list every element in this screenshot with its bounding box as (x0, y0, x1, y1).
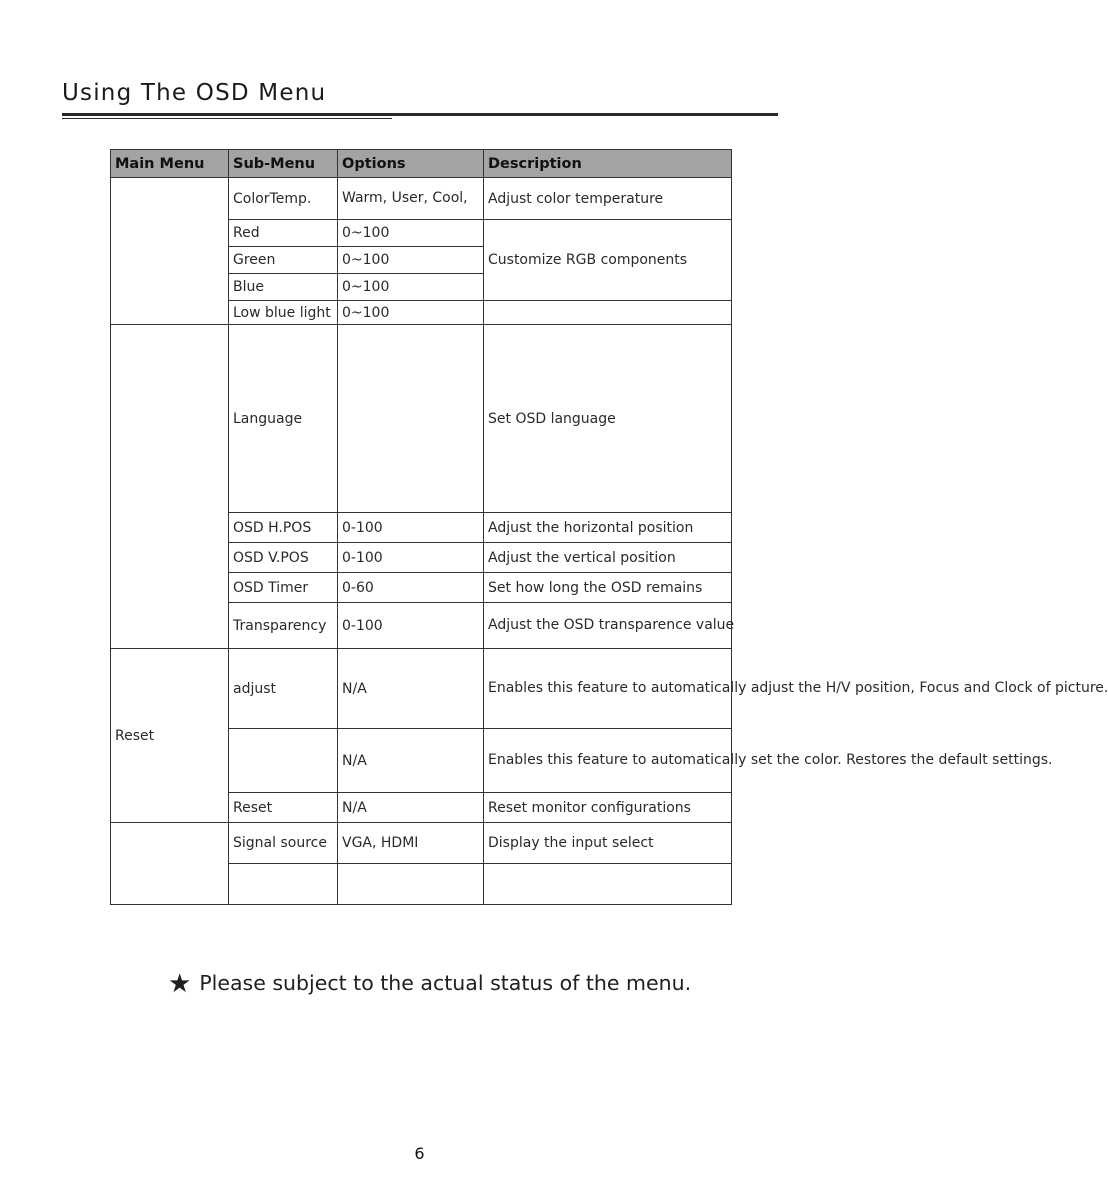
sub-menu-cell: Red (229, 220, 338, 247)
description-cell: Reset monitor configurations (484, 793, 732, 823)
note-text: Please subject to the actual status of the menu. (199, 971, 692, 995)
sub-menu-cell: Green (229, 247, 338, 274)
description-cell (484, 301, 732, 325)
options-cell: N/A (338, 649, 484, 729)
description-cell: Adjust the vertical position (484, 543, 732, 573)
sub-menu-cell: Language (229, 325, 338, 513)
header-description: Description (484, 150, 732, 178)
table-row (111, 325, 732, 513)
sub-menu-cell (229, 864, 338, 905)
description-cell: Enables this feature to automatically adjust the H/V position, Focus and Clock of picture. (484, 649, 732, 729)
sub-menu-cell: OSD H.POS (229, 513, 338, 543)
header-row (111, 150, 732, 178)
table-row (111, 823, 732, 864)
header-options: Options (338, 150, 484, 178)
sub-menu-cell (229, 729, 338, 793)
sub-menu-cell: Reset (229, 793, 338, 823)
options-cell: 0-100 (338, 513, 484, 543)
osd-menu-table (110, 149, 1108, 905)
title-rule (62, 113, 778, 116)
sub-menu-cell: Blue (229, 274, 338, 301)
options-cell: VGA, HDMI (338, 823, 484, 864)
sub-menu-cell: OSD Timer (229, 573, 338, 603)
options-cell: 0-100 (338, 543, 484, 573)
options-cell: N/A (338, 729, 484, 793)
sub-menu-cell: Signal source (229, 823, 338, 864)
sub-menu-cell: Transparency (229, 603, 338, 649)
description-cell: Display the input select (484, 823, 732, 864)
options-cell: N/A (338, 793, 484, 823)
star-icon: ★ (168, 969, 192, 999)
options-cell: 0~100 (338, 274, 484, 301)
sub-menu-cell: adjust (229, 649, 338, 729)
menu-note (168, 969, 691, 999)
description-cell: Adjust the horizontal position (484, 513, 732, 543)
description-cell: Set OSD language (484, 325, 732, 513)
table-row (111, 649, 732, 729)
header-main-menu: Main Menu (111, 150, 229, 178)
sub-menu-cell: ColorTemp. (229, 178, 338, 220)
main-menu-cell-reset: Reset (111, 649, 229, 823)
sub-menu-cell: OSD V.POS (229, 543, 338, 573)
main-menu-cell-input (111, 823, 229, 905)
options-cell: 0~100 (338, 220, 484, 247)
options-cell: Warm, User, Cool, (338, 178, 484, 220)
options-cell: 0-60 (338, 573, 484, 603)
sub-menu-cell: Low blue light (229, 301, 338, 325)
options-cell: 0~100 (338, 301, 484, 325)
main-menu-cell-osd (111, 325, 229, 649)
options-cell: 0-100 (338, 603, 484, 649)
header-sub-menu: Sub-Menu (229, 150, 338, 178)
description-cell: Enables this feature to automatically set the color. Restores the default settings. (484, 729, 732, 793)
options-cell (338, 864, 484, 905)
main-menu-cell-color (111, 178, 229, 325)
description-cell: Adjust the OSD transparence value (484, 603, 732, 649)
title-rule-thin (62, 118, 392, 119)
description-cell: Adjust color temperature (484, 178, 732, 220)
table-row (111, 178, 732, 220)
page-title: Using The OSD Menu (62, 80, 327, 106)
description-cell: Customize RGB components (484, 220, 732, 301)
options-cell: 0~100 (338, 247, 484, 274)
options-cell (338, 325, 484, 513)
page-number: 6 (414, 1144, 425, 1163)
description-cell (484, 864, 732, 905)
description-cell: Set how long the OSD remains (484, 573, 732, 603)
